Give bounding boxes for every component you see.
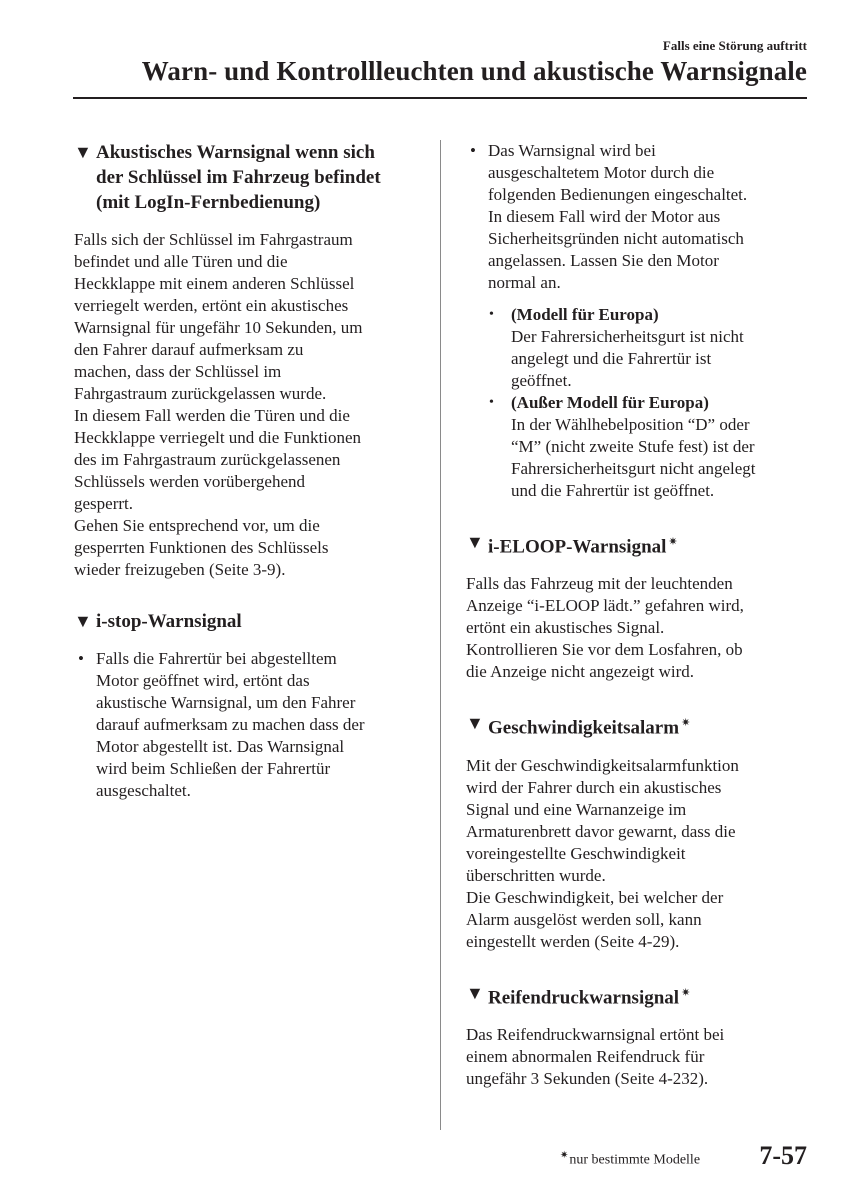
asterisk-icon: ✷	[668, 536, 678, 548]
heading-speed-alarm	[466, 711, 811, 740]
text-line: ungefähr 3 Sekunden (Seite 4-232).	[466, 1068, 709, 1088]
sub-item-title: • (Außer Modell für Europa)	[511, 393, 709, 412]
left-column	[74, 140, 426, 802]
login-warning-text	[74, 229, 426, 581]
heading-istop-warning	[74, 609, 426, 634]
triangle-marker-icon: ▼	[74, 611, 92, 631]
asterisk-icon: ✷	[681, 717, 691, 730]
text-line: Motor abgestellt ist. Das Warnsignal	[96, 737, 345, 756]
heading-text: i-ELOOP-Warnsignal	[488, 536, 667, 558]
tire-pressure-text	[466, 1024, 811, 1090]
list-item	[466, 140, 811, 502]
triangle-marker-icon: ▼	[466, 713, 484, 734]
text-line: Heckklappe mit einem anderen Schlüssel	[74, 274, 355, 293]
triangle-marker-icon: ▼	[466, 982, 484, 1003]
text-line: Signal und eine Warnanzeige im	[466, 799, 687, 819]
text-line: eingestellt werden (Seite 4-29).	[466, 931, 680, 951]
text-line: gesperrt.	[74, 494, 134, 513]
text-line: des im Fahrgastraum zurückgelassenen	[74, 450, 341, 469]
text-line: Motor geöffnet wird, ertönt das	[96, 671, 310, 690]
text-line: wieder freizugeben (Seite 3-9).	[74, 560, 286, 579]
text-line: akustische Warnsignal, um den Fahrer	[96, 693, 356, 712]
text-line: Mit der Geschwindigkeitsalarmfunktion	[466, 755, 739, 775]
heading-line: Akustisches Warnsignal wenn sich	[96, 142, 375, 163]
text-line: die Anzeige nicht angezeigt wird.	[466, 662, 694, 682]
text-line: machen, dass der Schlüssel im	[74, 362, 282, 381]
heading-login-warning	[74, 140, 426, 215]
triangle-marker-icon: ▼	[74, 142, 92, 162]
text-line: Die Geschwindigkeit, bei welcher der	[466, 887, 724, 907]
text-line: Kontrollieren Sie vor dem Losfahren, ob	[466, 640, 743, 660]
heading-line: der Schlüssel im Fahrzeug befindet	[96, 167, 381, 188]
text-line: ausgeschaltet.	[96, 781, 191, 800]
ieloop-warning-text	[466, 573, 811, 683]
sub-list-item-non-europe	[488, 392, 811, 502]
text-line: geöffnet.	[511, 371, 572, 390]
text-line: Armaturenbrett davor gewarnt, dass die	[466, 821, 736, 841]
text-line: Fahrgastraum zurückgelassen wurde.	[74, 384, 327, 403]
footnote-text: nur bestimmte Modelle	[569, 1152, 701, 1168]
text-line: voreingestellte Geschwindigkeit	[466, 843, 686, 863]
text-line: normal an.	[488, 273, 561, 292]
text-line: Schlüssels werden vorübergehend	[74, 472, 306, 491]
text-line: Falls das Fahrzeug mit der leuchtenden	[466, 574, 733, 594]
right-column	[466, 140, 811, 1090]
text-line: In der Wählhebelposition “D” oder	[511, 415, 750, 434]
sub-bullet-list	[488, 304, 811, 502]
footnote	[560, 1150, 700, 1169]
text-line: den Fahrer darauf aufmerksam zu	[74, 340, 304, 359]
text-line: angelegt und die Fahrertür ist	[511, 349, 712, 368]
text-line: verriegelt werden, ertönt ein akustisches	[74, 296, 349, 315]
section-label: Falls eine Störung auftritt	[662, 38, 807, 53]
text-line: Falls sich der Schlüssel im Fahrgastraum	[74, 230, 353, 249]
text-line: angelassen. Lassen Sie den Motor	[488, 251, 719, 270]
heading-text: i-stop-Warnsignal	[96, 611, 242, 632]
text-line: Das Reifendruckwarnsignal ertönt bei	[466, 1024, 725, 1044]
text-line: • Das Warnsignal wird bei	[488, 141, 656, 160]
istop-bullet-list	[74, 648, 426, 802]
page-number: 7-57	[759, 1141, 807, 1170]
text-line: Sicherheitsgründen nicht automatisch	[488, 229, 744, 248]
text-line: Der Fahrersicherheitsgurt ist nicht	[511, 327, 744, 346]
text-line: gesperrten Funktionen des Schlüssels	[74, 538, 329, 557]
text-line: überschritten wurde.	[466, 865, 606, 885]
text-line: In diesem Fall werden die Türen und die	[74, 406, 350, 425]
text-line: einem abnormalen Reifendruck für	[466, 1046, 705, 1066]
istop-continued-list	[466, 140, 811, 502]
text-line: befindet und alle Türen und die	[74, 252, 288, 271]
heading-line: (mit LogIn-Fernbedienung)	[96, 192, 321, 213]
text-line: • Falls die Fahrertür bei abgestelltem	[96, 649, 337, 668]
heading-text: Geschwindigkeitsalarm	[488, 717, 680, 739]
text-line: darauf aufmerksam zu machen dass der	[96, 715, 365, 734]
text-line: Warnsignal für ungefähr 10 Sekunden, um	[74, 318, 363, 337]
text-line: Heckklappe verriegelt und die Funktionen	[74, 428, 362, 447]
text-line: Anzeige “i-ELOOP lädt.” gefahren wird,	[466, 596, 744, 616]
heading-tire-pressure-warning	[466, 981, 811, 1010]
heading-ieloop-warning	[466, 530, 811, 559]
text-line: Gehen Sie entsprechend vor, um die	[74, 516, 320, 535]
heading-text: Reifendruckwarnsignal	[488, 986, 680, 1008]
text-line: folgenden Bedienungen eingeschaltet.	[488, 185, 748, 204]
header-divider	[73, 97, 807, 99]
triangle-marker-icon: ▼	[466, 532, 484, 552]
sub-item-title: • (Modell für Europa)	[511, 305, 659, 324]
text-line: ausgeschaltetem Motor durch die	[488, 163, 715, 182]
column-divider	[440, 140, 441, 1130]
list-item	[74, 648, 426, 802]
text-line: Alarm ausgelöst werden soll, kann	[466, 909, 702, 929]
text-line: und die Fahrertür ist geöffnet.	[511, 481, 715, 500]
text-line: wird der Fahrer durch ein akustisches	[466, 777, 722, 797]
text-line: wird beim Schließen der Fahrertür	[96, 759, 331, 778]
text-line: Fahrersicherheitsgurt nicht angelegt	[511, 459, 756, 478]
sub-list-item-europe	[488, 304, 811, 392]
text-line: In diesem Fall wird der Motor aus	[488, 207, 721, 226]
asterisk-icon: ✷	[681, 986, 691, 999]
text-line: “M” (nicht zweite Stufe fest) ist der	[511, 437, 755, 456]
page-title: Warn- und Kontrollleuchten und akustische Warnsignale	[141, 56, 807, 86]
speed-alarm-text	[466, 755, 811, 953]
text-line: ertönt ein akustisches Signal.	[466, 618, 665, 638]
asterisk-icon: ✷	[560, 1150, 569, 1161]
